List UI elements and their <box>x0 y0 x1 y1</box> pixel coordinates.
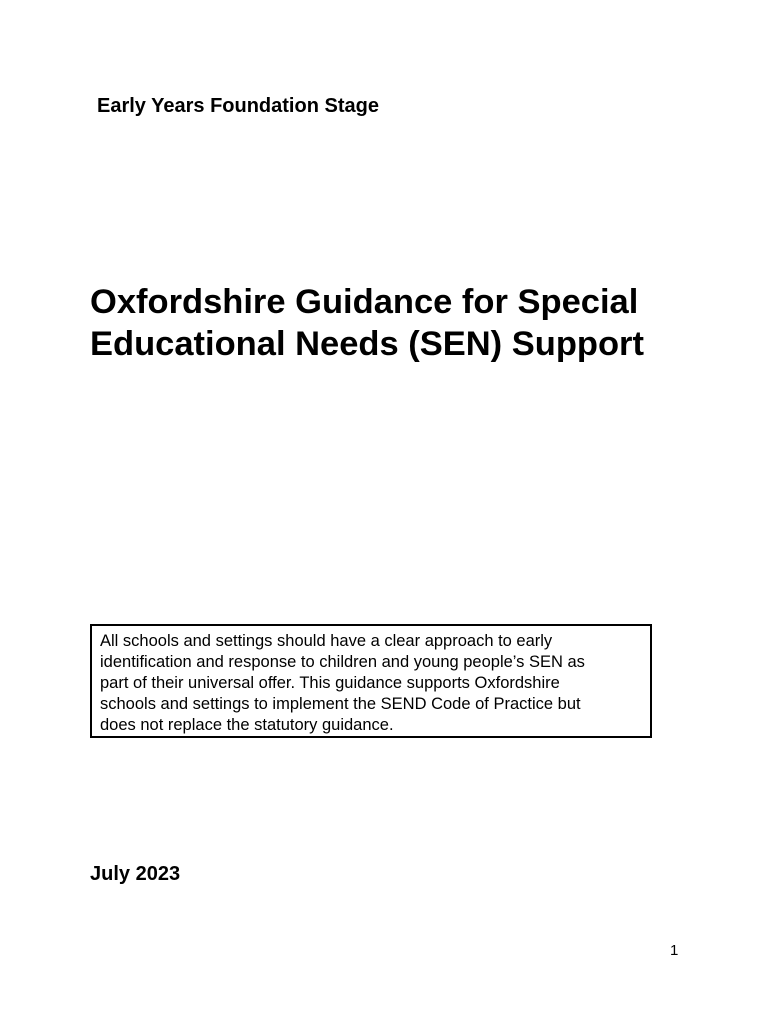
page-number: 1 <box>670 942 679 959</box>
title-line: Educational Needs (SEN) Support <box>90 325 644 363</box>
notice-line: part of their universal offer. This guidance supports Oxfordshire <box>100 674 560 692</box>
notice-line: does not replace the statutory guidance. <box>100 716 394 734</box>
title-line: Oxfordshire Guidance for Special <box>90 283 639 321</box>
document-title <box>90 281 730 365</box>
notice-line: identification and response to children and young people’s SEN as <box>100 653 585 671</box>
notice-line: schools and settings to implement the SEND Code of Practice but <box>100 695 581 713</box>
notice-box <box>90 624 652 738</box>
document-date: July 2023 <box>90 863 181 885</box>
notice-line: All schools and settings should have a clear approach to early <box>100 632 553 650</box>
document-subtitle: Early Years Foundation Stage <box>97 95 379 117</box>
